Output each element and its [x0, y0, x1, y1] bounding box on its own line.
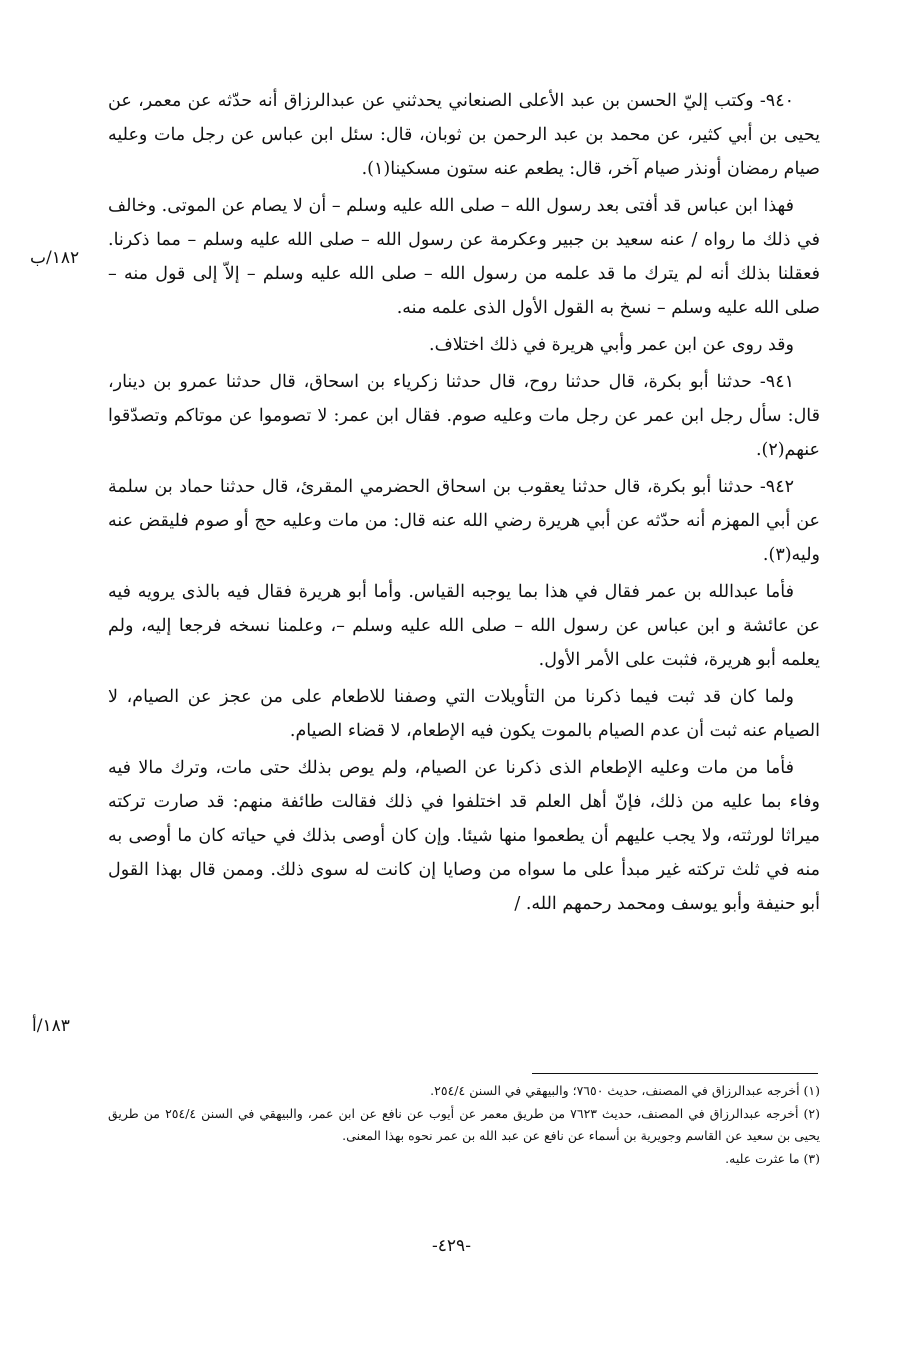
- paragraph-hadith-940: ٩٤٠- وكتب إليّ الحسن بن عبد الأعلى الصنعاني يحدثني عن عبدالرزاق أنه حدّثه عن معمر، عن يحيى بن أبي كثير، عن محمد بن عبد الرحمن بن ثوبان، قال: سئل ابن عباس عن رجل مات وعليه صيام رمضان أونذر صيام آخر، قال: يطعم عنه ستون مسكينا(١).: [108, 91, 820, 179]
- paragraph-commentary-ibn-abbas: فهذا ابن عباس قد أفتى بعد رسول الله – صلى الله عليه وسلم – أن لا يصام عن الموتى. وخالف في ذلك ما رواه / عنه سعيد بن جبير وعكرمة عن رسول الله – صلى الله عليه وسلم – مما ذكرنا. فعقلنا بذلك أنه لم يترك ما قد علمه من رسول الله – صلى الله عليه وسلم – إلاّ إلى قول منه – صلى الله عليه وسلم – نسخ به القول الأول الذى علمه منه.: [108, 196, 820, 318]
- main-text: [108, 84, 820, 924]
- paragraph-analysis-qiyas: فأما عبدالله بن عمر فقال في هذا بما يوجبه القياس. وأما أبو هريرة فقال فيه بالذى يرويه فيه عن عائشة و ابن عباس عن رسول الله – صلى الله عليه وسلم –، وعلمنا نسخه فرجعا إليه، ولم يعلمه أبو هريرة، فثبت على الأمر الأول.: [108, 582, 820, 670]
- paragraph-ibn-umar-abu-hurayra: وقد روى عن ابن عمر وأبي هريرة في ذلك اختلاف.: [429, 335, 794, 355]
- margin-folio-183a: ١٨٣/أ: [32, 1016, 70, 1036]
- paragraph-hadith-942: ٩٤٢- حدثنا أبو بكرة، قال حدثنا يعقوب بن اسحاق الحضرمي المقرئ، قال حدثنا حماد بن سلمة عن أبي المهزم أنه حدّثه عن أبي هريرة رضي الله عنه قال: من مات وعليه حج أو صوم فليقض عنه وليه(٣).: [108, 477, 820, 565]
- footnotes: [108, 1080, 820, 1171]
- footnote-3: (٣) ما عثرت عليه.: [725, 1151, 820, 1166]
- paragraph-it-am-ruling: ولما كان قد ثبت فيما ذكرنا من التأويلات التي وصفنا للاطعام على من عجز عن الصيام، لا الصيام عنه ثبت أن عدم الصيام بالموت يكون فيه الإطعام، لا قضاء الصيام.: [108, 687, 820, 741]
- footnote-2: (٢) أخرجه عبدالرزاق في المصنف، حديث ٧٦٢٣ من طريق معمر عن أيوب عن نافع عن ابن عمر، والبيهقي في السنن ٢٥٤/٤ من طريق يحيى بن سعيد عن القاسم وجويرية بن أسماء عن نافع عن عبد الله بن عمر نحوه بهذا المعنى.: [108, 1106, 821, 1143]
- footnote-separator: [532, 1073, 818, 1074]
- footnote-1: (١) أخرجه عبدالرزاق في المصنف، حديث ٧٦٥٠؛ والبيهقي في السنن ٢٥٤/٤.: [430, 1083, 820, 1098]
- page-number: -٤٢٩-: [432, 1236, 471, 1256]
- margin-folio-182b: ١٨٢/ب: [30, 248, 80, 268]
- paragraph-inheritance-opinion: فأما من مات وعليه الإطعام الذى ذكرنا عن الصيام، ولم يوص بذلك حتى مات، وترك مالا فيه وفاء بما عليه من ذلك، فإنّ أهل العلم قد اختلفوا في ذلك فقالت طائفة منهم: قد صارت تركته ميراثا لورثته، ولا يجب عليهم أن يطعموا منها شيئا. وإن كان أوصى بذلك في حياته كان ما أوصى به منه في ثلث تركته غير مبدأ على ما سواه من وصايا إن كانت له سوى ذلك. وممن قال بهذا القول أبو حنيفة وأبو يوسف ومحمد رحمهم الله. /: [108, 758, 820, 914]
- paragraph-hadith-941: ٩٤١- حدثنا أبو بكرة، قال حدثنا روح، قال حدثنا زكرياء بن اسحاق، قال حدثنا عمرو بن دينار، قال: سأل رجل ابن عمر عن رجل مات وعليه صوم. فقال ابن عمر: لا تصوموا عن موتاكم وتصدّقوا عنهم(٢).: [108, 372, 820, 460]
